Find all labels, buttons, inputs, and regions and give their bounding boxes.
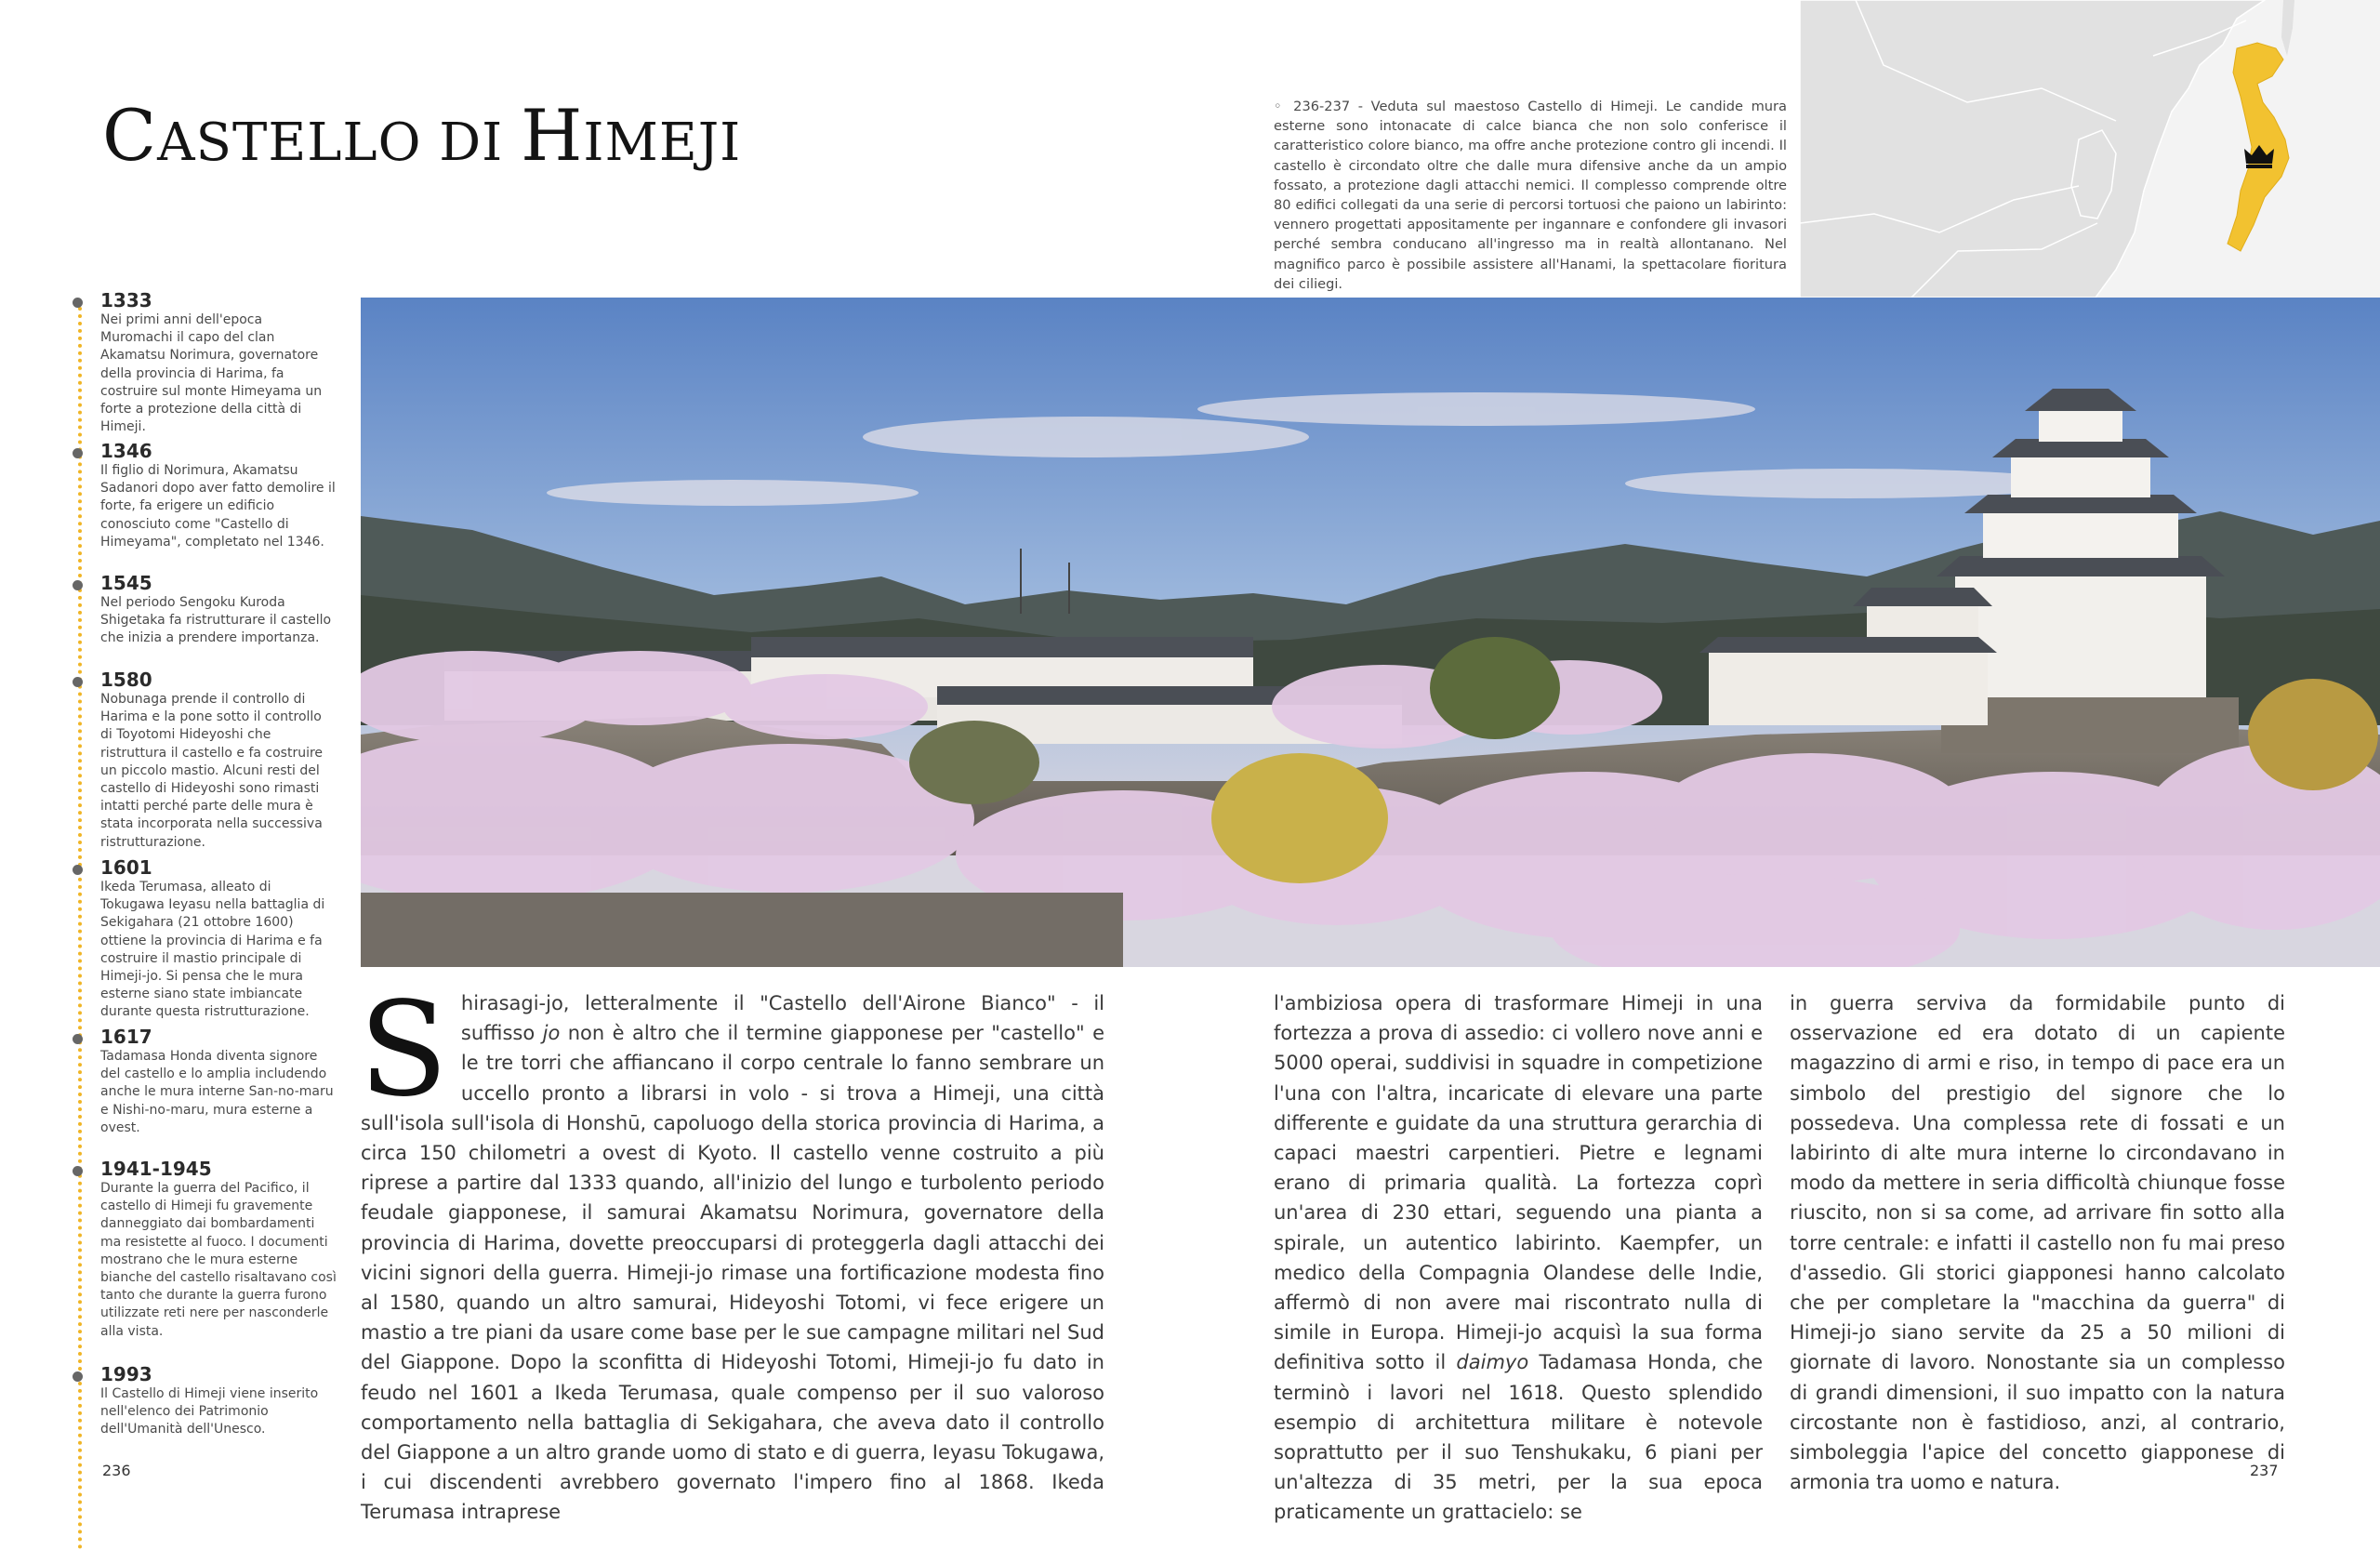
photo-caption: ◦ 236-237 - Veduta sul maestoso Castello di Himeji. Le candide mura esterne sono intonacate di calce bianca che non solo conferisce il caratteristico colore bianco, ma offre anche protezione contro gli incendi. Il castello è circondato oltre che dalle mura difensive anche da un ampio fossato, a protezione dagli attacchi nemici. Il complesso comprende oltre 80 edifici collegati da una serie di percorsi tortuosi che paiono un labirinto: vennero progettati appositamente per ingannare e confondere gli invasori perché sembra conducano all'ingresso ma in realtà allontanano. Nel magnifico parco è possibile assistere all'Hanami, la spettacolare fioritura dei ciliegi.	[1274, 99, 1787, 292]
timeline-dot	[73, 298, 83, 308]
timeline-dotted-line	[78, 307, 82, 1550]
body-column-2	[1274, 988, 1763, 1528]
timeline-dot	[73, 865, 83, 875]
body-text: l'ambiziosa opera di trasformare Himeji in una fortezza a prova di assedio: ci vollero nove anni e 5000 operai, suddivisi in squadre in competizione l'una con l'altra, incaricate di elevare una parte differente e guidate da una struttura gerarchia di capaci maestri carpentieri. Pietre e legnami erano di primaria qualità. La fortezza coprì un'area di 230 ettari, seguendo una pianta a spirale, un autentico labirinto. Kaempfer, un medico della Compagnia Olandese delle Indie, affermò di non avere mai riscontrato nulla di simile in Europa. Himeji-jo acquisì la sua forma definitiva sotto il	[1274, 992, 1763, 1374]
timeline-item	[100, 572, 337, 648]
drop-cap: S	[359, 974, 448, 1126]
page-number-left: 236	[102, 1462, 131, 1479]
timeline-year: 1346	[100, 440, 152, 462]
title-initial: H	[521, 94, 584, 177]
body-column-1	[359, 974, 1104, 1528]
timeline-year: 1617	[100, 1026, 152, 1048]
timeline-text: Nobunaga prende il controllo di Harima e la pone sotto il controllo di Toyotomi Hideyoshi che ristruttura il castello e fa costruire un piccolo mastio. Alcuni resti del castello di Hideyoshi sono rimasti intatti perché parte delle mura è stata incorporata nella successiva ristrutturazione.	[100, 692, 324, 850]
timeline-text: Nei primi anni dell'epoca Muromachi il capo del clan Akamatsu Norimura, governatore della provincia di Harima, fa costruire sul monte Himeyama un forte a protezione della città di Himeji.	[100, 312, 323, 435]
title-part: ASTELLO DI	[157, 113, 522, 173]
body-text: Tadamasa Honda, che terminò i lavori nel 1618. Questo splendido esempio di architettura militare è notevole soprattutto per il suo Tenshukaku, 6 piani per un'altezza di 35 metri, per la sua epoca praticamente un grattacielo: se	[1274, 1351, 1763, 1524]
foreground-wall	[361, 893, 1123, 967]
timeline-text: Ikeda Terumasa, alleato di Tokugawa Ieyasu nella battaglia di Sekigahara (21 ottobre 1600) ottiene la provincia di Harima e fa costruire il mastio principale di Himeji-jo. Si pensa che le mura esterne siano state imbiancate durante questa ristrutturazione.	[100, 880, 325, 1020]
timeline-dot	[73, 1034, 83, 1044]
timeline-dot	[73, 1166, 83, 1176]
timeline-dot	[73, 448, 83, 458]
timeline-year: 1941-1945	[100, 1158, 212, 1180]
body-text: non è altro che il termine giapponese per "castello" e le tre torri che affiancano il corpo centrale lo fanno sembrare un uccello pronto a librarsi in volo - si trova a Himeji, una città sull'isola sull'isola di Honshū, capoluogo della storica provincia di Harima, a circa 150 chilometri a ovest di Kyoto. Il castello venne costruito a più riprese a partire dal 1333 quando, all'inizio del lungo e turbolento periodo feudale giapponese, il samurai Akamatsu Norimura, governatore della provincia di Harima, dovette preoccuparsi di proteggerla dagli attacchi dei vicini signori della guerra. Himeji-jo rimase una fortificazione modesta fino al 1580, quando un altro samurai, Hideyoshi Totomi, vi fece erigere un mastio a tre piani da usare come base per le sue campagne militari nel Sud del Giappone. Dopo la sconfitta di Hideyoshi Totomi, Himeji-jo fu dato in feudo nel 1601 a Ikeda Terumasa, quale compenso per il suo valoroso comportamento nella battaglia di Sekigahara, che aveva dato il controllo del Giappone a un altro grande uomo di stato e di guerra, Ieyasu Tokugawa, i cui discendenti avrebbero governato l'impero fino al 1868. Ikeda Terumasa intraprese	[361, 1022, 1104, 1524]
body-text-italic: jo	[542, 1022, 561, 1045]
body-column-3: in guerra serviva da formidabile punto di osservazione ed era dotato di un capiente magazzino di armi e riso, in tempo di pace era un simbolo del prestigio del signore che lo possedeva. Una complessa rete di fossati e un labirinto di alte mura interne lo circondavano in modo da mettere in seria difficoltà chiunque fosse riuscito, non si sa come, ad arrivare fin sotto alla torre centrale: e infatti il castello non fu mai preso d'assedio. Gli storici giapponesi hanno calcolato che per completare la "macchina da guerra" di Himeji-jo siano servite da 25 a 50 milioni di giornate di lavoro. Nonostante sia un complesso di grandi dimensioni, il suo impatto con la natura circostante non è fastidioso, anzi, al contrario, simboleggia l'apice del concetto giapponese di armonia tra uomo e natura.	[1790, 992, 2285, 1494]
timeline-year: 1601	[100, 856, 152, 879]
castle-panorama-photo	[361, 298, 2380, 967]
timeline-year: 1333	[100, 289, 152, 311]
timeline-item	[100, 669, 337, 852]
timeline-text: Durante la guerra del Pacifico, il castello di Himeji fu gravemente danneggiato dai bombardamenti ma resistette al fuoco. I documenti mostrano che le mura esterne bianche del castello risaltavano così tanto che durante la guerra furono utilizzate reti nere per nasconderle alla vista.	[100, 1181, 337, 1339]
timeline-year: 1580	[100, 669, 152, 691]
timeline-item	[100, 856, 337, 1022]
timeline-text: Il Castello di Himeji viene inserito nell'elenco dei Patrimonio dell'Umanità dell'Unesco.	[100, 1386, 319, 1437]
timeline-dot	[73, 1371, 83, 1382]
title-part: IMEJI	[583, 113, 742, 173]
timeline-text: Tadamasa Honda diventa signore del castello e lo amplia includendo anche le mura interne San-no-maru e Nishi-no-maru, mura esterne a ovest.	[100, 1049, 334, 1135]
timeline-text: Il figlio di Norimura, Akamatsu Sadanori dopo aver fatto demolire il forte, fa erigere un edificio conosciuto come "Castello di Himeyama", completato nel 1346.	[100, 463, 336, 550]
body-text-italic: daimyo	[1456, 1351, 1529, 1374]
timeline-dot	[73, 677, 83, 687]
timeline-item	[100, 289, 337, 436]
body-text: hirasagi-jo, letteralmente il "Castello dell'Airone Bianco" - il suffisso	[460, 992, 1104, 1045]
timeline-year: 1545	[100, 572, 152, 594]
timeline-item	[100, 1158, 337, 1341]
timeline-item	[100, 1026, 337, 1137]
timeline-dot	[73, 580, 83, 590]
page-number-right: 237	[2250, 1462, 2279, 1479]
timeline-year: 1993	[100, 1363, 152, 1385]
locator-map	[1800, 0, 2380, 298]
timeline-item	[100, 440, 337, 551]
timeline-item	[100, 1363, 337, 1439]
title-initial: C	[102, 94, 158, 177]
page-title	[102, 94, 742, 177]
timeline-text: Nel periodo Sengoku Kuroda Shigetaka fa ristrutturare il castello che inizia a prendere importanza.	[100, 595, 332, 646]
